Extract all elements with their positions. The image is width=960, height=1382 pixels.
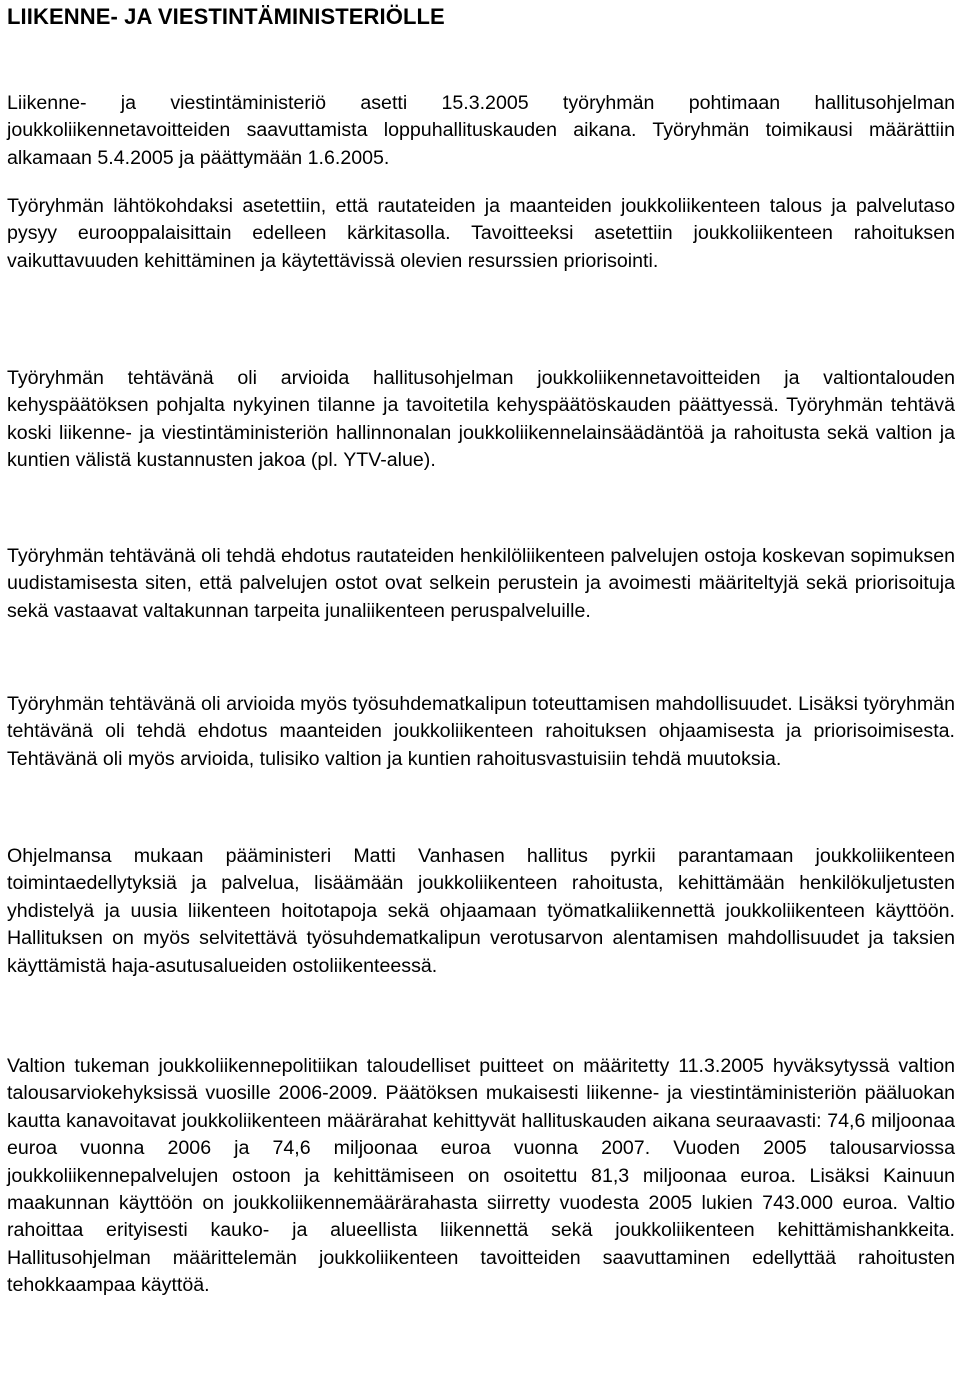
paragraph-3: Työryhmän tehtävänä oli arvioida hallitusohjelman joukkoliikennetavoitteiden ja valtiontalouden kehyspäätöksen pohjalta nykyinen tilanne ja tavoitetila kehyspäätöskauden päättyessä. Työryhmän tehtävä koski liikenne- ja viestintäministeriön hallinnonalan joukkoliikennelainsäädäntöä ja rahoitusta sekä valtion ja kuntien välistä kustannusten jakoa (pl. YTV-alue). <box>7 367 955 472</box>
paragraph-1: Liikenne- ja viestintäministeriö asetti 15.3.2005 työryhmän pohtimaan hallitusohjelman joukkoliikennetavoitteiden saavuttamista loppuhallituskauden aikana. Työryhmän toimikausi määrättiin alkamaan 5.4.2005 ja päättymään 1.6.2005. <box>7 92 955 169</box>
paragraph-7: Valtion tukeman joukkoliikennepolitiikan taloudelliset puitteet on määritetty 11.3.2005 hyväksytyssä valtion talousarviokehyksissä vuosille 2006-2009. Päätöksen mukaisesti liikenne- ja viestintäministeriön pääluokan kautta kanavoitavat joukkoliikenteen määrärahat kehittyvät hallituskauden aikana seuraavasti: 74,6 miljoonaa euroa vuonna 2006 ja 74,6 miljoonaa euroa vuonna 2007. Vuoden 2005 talousarviossa joukkoliikennepalvelujen ostoon ja kehittämiseen on osoitettu 81,3 miljoonaa euroa. Lisäksi Kainuun maakunnan käyttöön on joukkoliikennemäärärahasta siirretty vuodesta 2005 lukien 743.000 euroa. Valtio rahoittaa erityisesti kauko- ja alueellista liikennettä sekä joukkoliikenteen kehittämishankkeita. Hallitusohjelman määrittelemän joukkoliikenteen tavoitteiden saavuttaminen edellyttää rahoitusten tehokkaampaa käyttöä. <box>7 1055 955 1297</box>
document-page <box>7 0 955 1297</box>
paragraph-5: Työryhmän tehtävänä oli arvioida myös työsuhdematkalipun toteuttamisen mahdollisuudet. Lisäksi työryhmän tehtävänä oli tehdä ehdotus maanteiden joukkoliikenteen rahoituksen ohjaamisesta ja priorisoimisesta. Tehtävänä oli myös arvioida, tulisiko valtion ja kuntien rahoitusvastuisiin tehdä muutoksia. <box>7 693 955 770</box>
paragraph-6: Ohjelmansa mukaan pääministeri Matti Vanhasen hallitus pyrkii parantamaan joukkoliikenteen toimintaedellytyksiä ja palvelua, lisäämään joukkoliikenteen rahoitusta, kehittämään henkilökuljetusten yhdistelyä ja uusia liikenteen hoitotapoja sekä ohjaamaan työmatkaliikennettä joukkoliikenteen käyttöön. Hallituksen on myös selvitettävä työsuhdematkalipun verotusarvon alentamisen mahdollisuudet ja taksien käyttämistä haja-asutusalueiden ostoliikenteessä. <box>7 845 955 977</box>
paragraph-4: Työryhmän tehtävänä oli tehdä ehdotus rautateiden henkilöliikenteen palvelujen ostoja koskevan sopimuksen uudistamisesta siten, että palvelujen ostot ovat selkein perustein ja avoimesti määriteltyjä sekä priorisoituja sekä vastaavat valtakunnan tarpeita junaliikenteen peruspalveluille. <box>7 545 955 622</box>
document-title: LIIKENNE- JA VIESTINTÄMINISTERIÖLLE <box>7 4 445 29</box>
paragraph-2: Työryhmän lähtökohdaksi asetettiin, että rautateiden ja maanteiden joukkoliikenteen talous ja palvelutaso pysyy eurooppalaisittain edelleen kärkitasolla. Tavoitteeksi asetettiin joukkoliikenteen rahoituksen vaikuttavuuden kehittäminen ja käytettävissä olevien resurssien priorisointi. <box>7 195 955 272</box>
